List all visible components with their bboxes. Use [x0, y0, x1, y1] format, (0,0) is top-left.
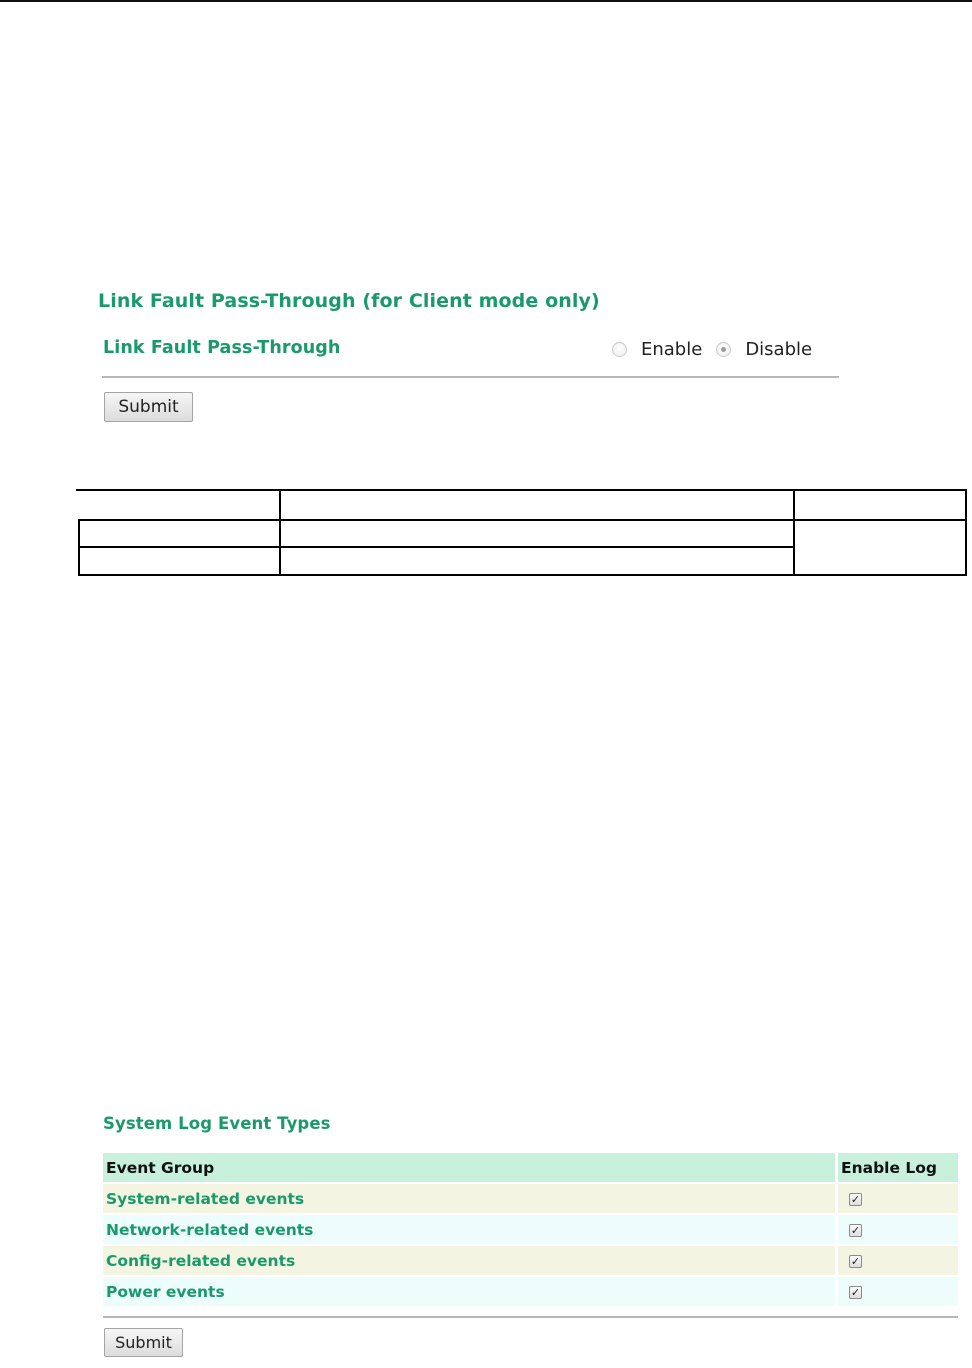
enable-radio-label[interactable]: Enable	[641, 339, 703, 360]
link-fault-divider	[102, 376, 839, 378]
event-types-table	[103, 1151, 958, 1308]
table-header-divider	[78, 519, 967, 521]
system-log-section-title: System Log Event Types	[103, 1114, 331, 1133]
table-border-top	[76, 489, 967, 491]
enable-log-header: Enable Log	[835, 1153, 958, 1182]
link-fault-submit-button[interactable]: Submit	[104, 392, 193, 422]
event-name: Config-related events	[106, 1251, 296, 1270]
event-name: System-related events	[106, 1189, 305, 1208]
link-fault-field-label: Link Fault Pass-Through	[103, 338, 341, 358]
link-fault-radio-group	[612, 339, 826, 360]
table-row	[103, 1215, 958, 1244]
system-log-divider	[103, 1316, 958, 1318]
enable-radio[interactable]	[612, 342, 627, 357]
table-col-separator-1	[279, 489, 281, 576]
table-border-left	[78, 519, 80, 576]
system-events-checkbox[interactable]: ✓	[850, 1192, 861, 1206]
table-header-row	[103, 1153, 958, 1182]
system-log-submit-button[interactable]: Submit	[104, 1328, 183, 1357]
config-events-checkbox[interactable]: ✓	[850, 1254, 861, 1268]
event-name: Network-related events	[106, 1220, 314, 1239]
link-fault-section-title: Link Fault Pass-Through (for Client mode only)	[98, 290, 600, 312]
table-border-bottom	[78, 574, 967, 576]
table-border-right	[965, 489, 967, 576]
table-row	[103, 1184, 958, 1213]
page-top-rule	[0, 0, 972, 2]
disable-radio[interactable]	[716, 342, 731, 357]
network-events-checkbox[interactable]: ✓	[850, 1223, 861, 1237]
disable-radio-label[interactable]: Disable	[745, 339, 813, 360]
power-events-checkbox[interactable]: ✓	[850, 1285, 861, 1299]
table-col-separator-2	[793, 489, 795, 576]
empty-table	[76, 489, 967, 576]
event-group-header: Event Group	[103, 1153, 835, 1182]
table-row-divider	[78, 546, 794, 548]
table-row	[103, 1246, 958, 1275]
table-row	[103, 1277, 958, 1306]
event-name: Power events	[106, 1282, 225, 1301]
